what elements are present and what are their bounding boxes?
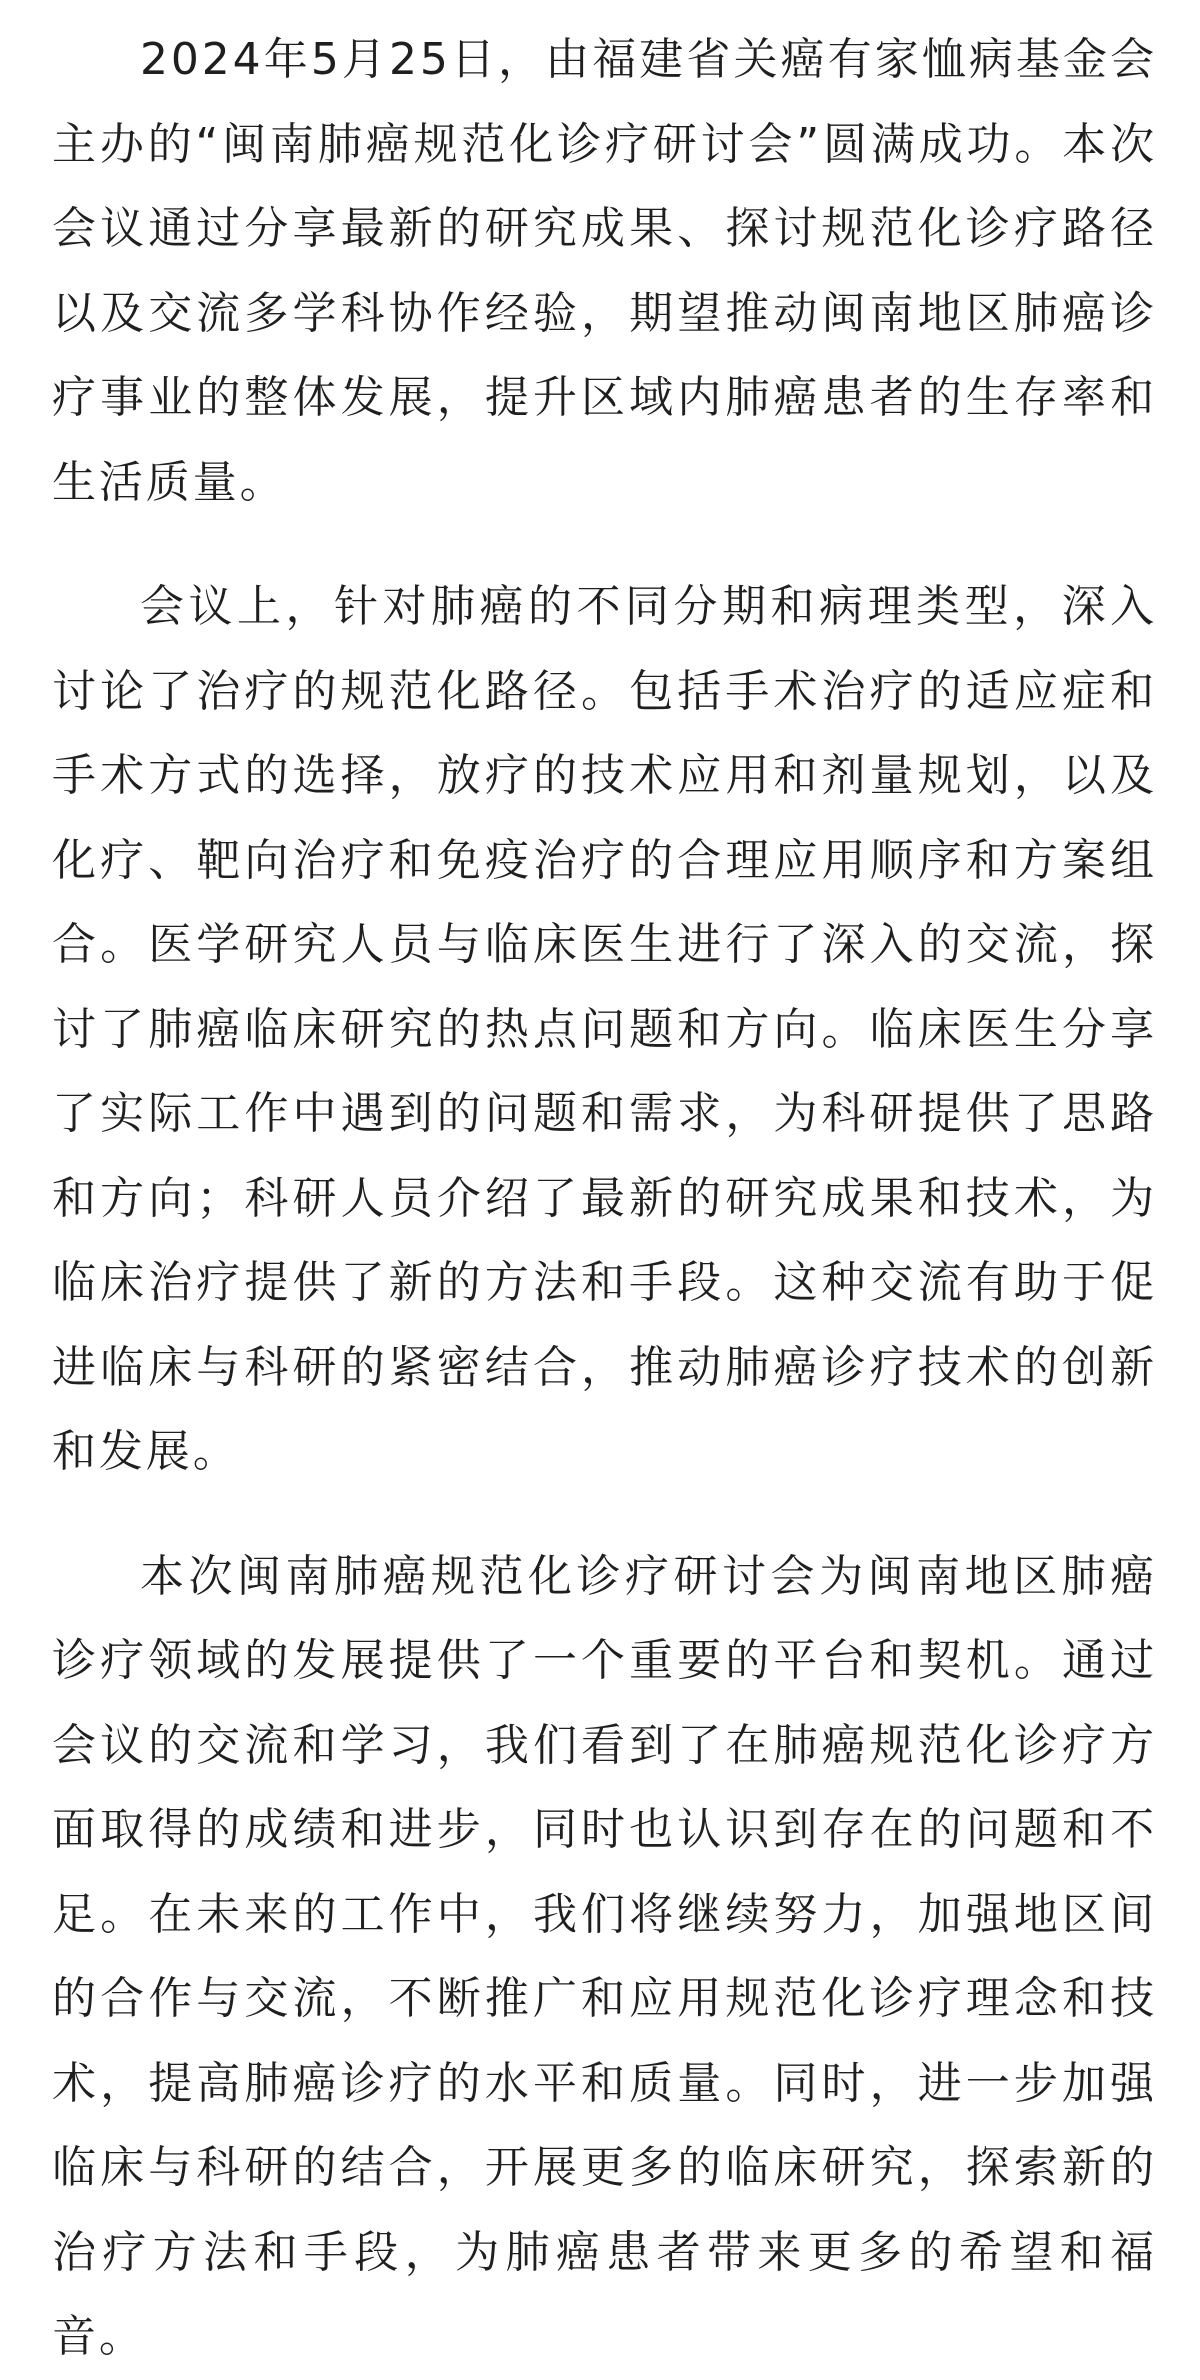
- paragraph-intro: 2024年5月25日，由福建省关癌有家恤病基金会主办的“闽南肺癌规范化诊疗研讨会”圆满成功。本次会议通过分享最新的研究成果、探讨规范化诊疗路径以及交流多学科协作经验，期望推动闽南地区肺癌诊疗事业的整体发展，提升区域内肺癌患者的生存率和生活质量。: [52, 34, 1157, 508]
- article-body: [52, 18, 1157, 2380]
- paragraph-conclusion: 本次闽南肺癌规范化诊疗研讨会为闽南地区肺癌诊疗领域的发展提供了一个重要的平台和契机。通过会议的交流和学习，我们看到了在肺癌规范化诊疗方面取得的成绩和进步，同时也认识到存在的问题和不足。在未来的工作中，我们将继续努力，加强地区间的合作与交流，不断推广和应用规范化诊疗理念和技术，提高肺癌诊疗的水平和质量。同时，进一步加强临床与科研的结合，开展更多的临床研究，探索新的治疗方法和手段，为肺癌患者带来更多的希望和福音。: [52, 1550, 1157, 2362]
- paragraph-discussion: 会议上，针对肺癌的不同分期和病理类型，深入讨论了治疗的规范化路径。包括手术治疗的适应症和手术方式的选择，放疗的技术应用和剂量规划，以及化疗、靶向治疗和免疫治疗的合理应用顺序和方案组合。医学研究人员与临床医生进行了深入的交流，探讨了肺癌临床研究的热点问题和方向。临床医生分享了实际工作中遇到的问题和需求，为科研提供了思路和方向；科研人员介绍了最新的研究成果和技术，为临床治疗提供了新的方法和手段。这种交流有助于促进临床与科研的紧密结合，推动肺癌诊疗技术的创新和发展。: [52, 581, 1157, 1477]
